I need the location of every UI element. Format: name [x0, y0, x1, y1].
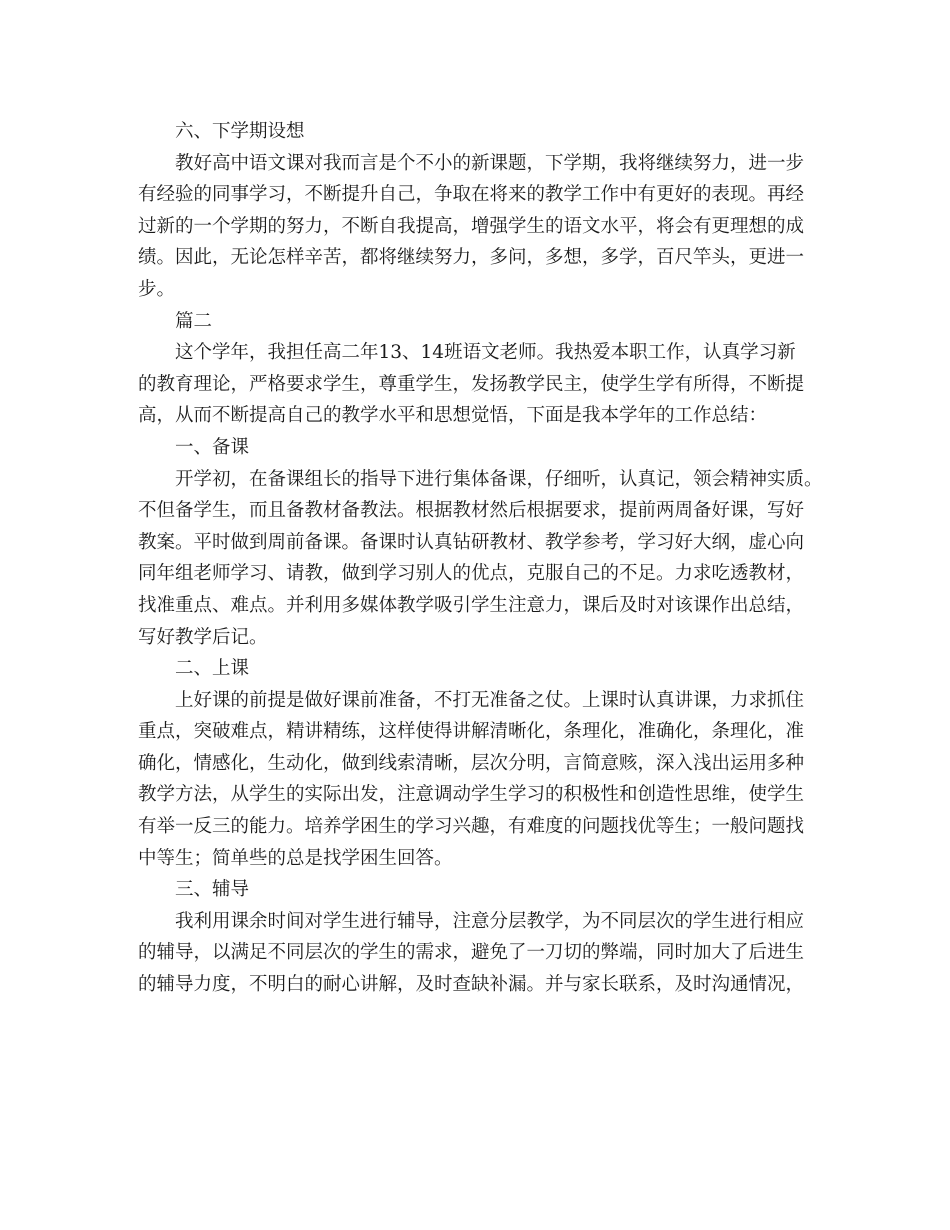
paragraph-line: 步。	[138, 278, 176, 300]
paragraph-line: 有经验的同事学习，不断提升自己，争取在将来的教学工作中有更好的表现。再经	[138, 184, 805, 206]
paragraph-line: 我利用课余时间对学生进行辅导，注意分层教学，为不同层次的学生进行相应	[175, 910, 805, 932]
paragraph-line: 中等生；简单些的总是找学困生回答。	[138, 847, 453, 869]
paragraph-line: 教案。平时做到周前备课。备课时认真钻研教材、教学参考，学习好大纲，虚心向	[138, 531, 805, 553]
document-body	[138, 116, 828, 1001]
section-heading-tutoring: 三、辅导	[175, 879, 250, 901]
paragraph-line: 高，从而不断提高自己的教学水平和思想觉悟，下面是我本学年的工作总结：	[138, 405, 768, 427]
part-heading-two: 篇二	[175, 310, 213, 332]
paragraph-line: 上好课的前提是做好课前准备，不打无准备之仗。上课时认真讲课，力求抓住	[175, 689, 805, 711]
section-heading-lesson-prep: 一、备课	[175, 436, 250, 458]
paragraph-line: 重点，突破难点，精讲精练，这样使得讲解清晰化，条理化，准确化，条理化，准	[138, 721, 805, 743]
paragraph-line: 的教育理论，严格要求学生，尊重学生，发扬教学民主，使学生学有所得，不断提	[138, 373, 805, 395]
paragraph-line: 同年组老师学习、请教，做到学习别人的优点，克服自己的不足。力求吃透教材，	[138, 563, 805, 585]
paragraph-line: 开学初，在备课组长的指导下进行集体备课，仔细听，认真记，领会精神实质。	[175, 468, 823, 490]
paragraph-line: 找准重点、难点。并利用多媒体教学吸引学生注意力，课后及时对该课作出总结，	[138, 594, 805, 616]
section-heading-next-semester: 六、下学期设想	[175, 121, 305, 142]
paragraph-line: 的辅导，以满足不同层次的学生的需求，避免了一刀切的弊端，同时加大了后进生	[138, 942, 805, 964]
paragraph-line: 有举一反三的能力。培养学困生的学习兴趣，有难度的问题找优等生；一般问题找	[138, 816, 805, 838]
paragraph-line: 这个学年，我担任高二年13、14班语文老师。我热爱本职工作，认真学习新	[175, 342, 796, 364]
paragraph-line: 写好教学后记。	[138, 626, 268, 648]
section-heading-teaching: 二、上课	[175, 658, 250, 680]
paragraph-line: 教学方法，从学生的实际出发，注意调动学生学习的积极性和创造性思维，使学生	[138, 784, 805, 806]
paragraph-line: 确化，情感化，生动化，做到线索清晰，层次分明，言简意赅，深入浅出运用多种	[138, 752, 805, 774]
paragraph-line: 过新的一个学期的努力，不断自我提高，增强学生的语文水平，将会有更理想的成	[138, 215, 805, 237]
paragraph-line: 绩。因此，无论怎样辛苦，都将继续努力，多问，多想，多学，百尺竿头，更进一	[138, 247, 805, 269]
paragraph-line: 教好高中语文课对我而言是个不小的新课题，下学期，我将继续努力，进一步	[175, 152, 805, 174]
paragraph-line: 的辅导力度，不明白的耐心讲解，及时查缺补漏。并与家长联系，及时沟通情况，	[138, 974, 805, 996]
paragraph-line: 不但备学生，而且备教材备教法。根据教材然后根据要求，提前两周备好课，写好	[138, 500, 805, 522]
